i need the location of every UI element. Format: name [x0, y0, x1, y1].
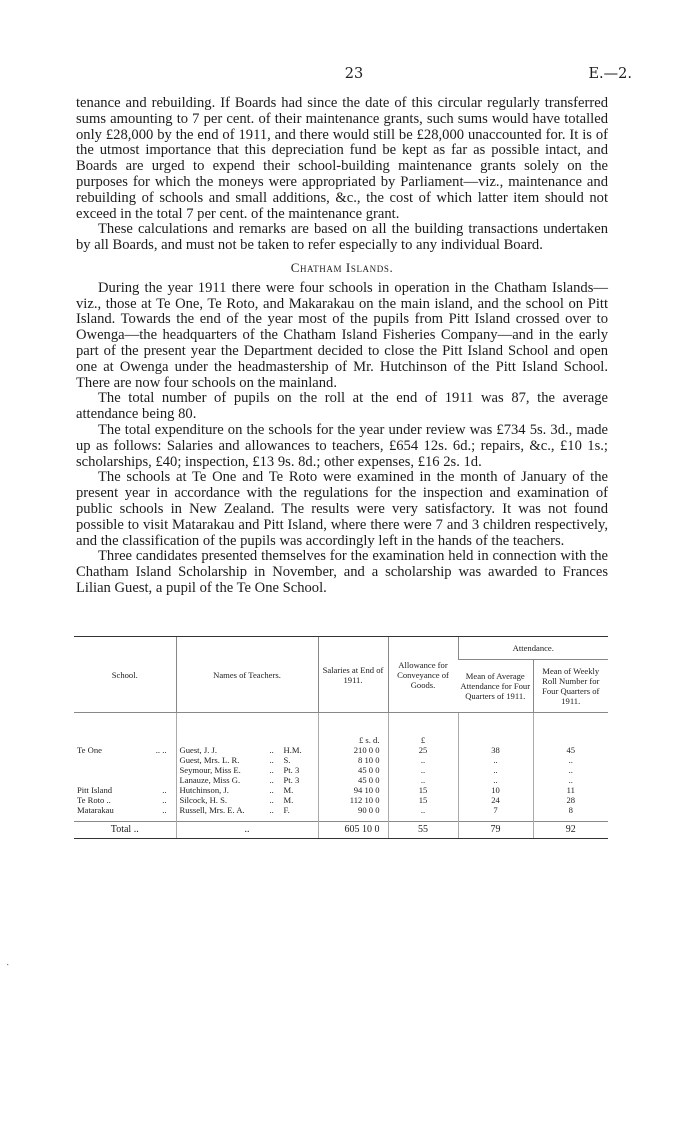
allowance-cell: 25	[388, 745, 458, 755]
paragraph: The total expenditure on the schools for the year under review was £734 5s. 3d., made up as follows: Salaries and allowances to teachers, £654 12s. 6d.; repairs, &c., £10 1s.; scholarships, £40; inspection, £13 9s. 8d.; other expenses, £16 2s. 1d.	[76, 421, 608, 470]
paragraph: During the year 1911 there were four schools in operation in the Chatham Islands—viz., those at Te One, Te Roto, and Makarakau on the main island, and the school on Pitt Island. Towards the end of the year most of the pupils from Pitt Island crossed over to Owenga—the headquarters of the Chatham Island Fisheries Company—and in the early part of the present year the Department decided to close the Pitt Island School and open one at Owenga under the headmastership of Mr. Hutchinson of the Pitt Island School. There are now four schools on the mainland.	[76, 279, 608, 391]
header-attendance: Attendance.	[458, 637, 608, 660]
document-body	[76, 96, 608, 597]
header-mean-weekly: Mean of Weekly Roll Number for Four Quarters of 1911.	[533, 660, 608, 713]
school-name: Matarakau	[77, 805, 114, 815]
table-row: Te One .. .. Guest, J. J. .. H.M. 210 0 0 25 38 45	[74, 745, 608, 755]
table-row: Matarakau .. Russell, Mrs. E. A. .. F. 90 0 0 .. 7 8	[74, 805, 608, 822]
page-header	[76, 66, 632, 86]
allowance-cell: ..	[388, 775, 458, 785]
total-allowance: 55	[388, 822, 458, 839]
roll-number-cell: ..	[533, 755, 608, 765]
teacher-rank: M.	[283, 795, 294, 805]
salary-cell: 112 10 0	[318, 795, 388, 805]
avg-attendance-cell: ..	[458, 755, 533, 765]
units-row	[74, 713, 608, 746]
school-name: Te Roto ..	[77, 795, 111, 805]
allowance-unit: £	[388, 713, 458, 746]
teacher-name: Guest, Mrs. L. R.	[179, 755, 240, 765]
header-allowance: Allowance for Conveyance of Goods.	[388, 637, 458, 713]
paragraph-continued: tenance and rebuilding. If Boards had since the date of this circular regularly transferred sums amounting to 7 per cent. of their maintenance grants, such sums would have totalled only £28,000 by the end of 1911, and there would still be £28,000 unaccounted for. It is of the utmost importance that this depreciation fund be kept as far as possible intact, and Boards are urged to expend their school-building maintenance grants solely on the purposes for which the moneys were appropriated by Parliament—viz., maintenance and rebuilding of schools and small additions, &c., the cost of which latter item should not exceed in the total 7 per cent. of the maintenance grant.	[76, 95, 608, 222]
page-number: 23	[344, 66, 364, 82]
teacher-rank: Pt. 3	[283, 765, 300, 775]
teacher-rank: Pt. 3	[283, 775, 300, 785]
school-name: Pitt Island	[77, 785, 113, 795]
salary-cell: 94 10 0	[318, 785, 388, 795]
salary-cell: 45 0 0	[318, 775, 388, 785]
allowance-cell: ..	[388, 765, 458, 775]
total-roll-number: 92	[533, 822, 608, 839]
salary-cell: 8 10 0	[318, 755, 388, 765]
teacher-name: Seymour, Miss E.	[179, 765, 241, 775]
teacher-name: Hutchinson, J.	[179, 785, 229, 795]
salary-cell: 45 0 0	[318, 765, 388, 775]
teacher-name: Silcock, H. S.	[179, 795, 228, 805]
roll-number-cell: 28	[533, 795, 608, 805]
allowance-cell: 15	[388, 785, 458, 795]
avg-attendance-cell: ..	[458, 765, 533, 775]
header-mean-average: Mean of Average Attendance for Four Quarters of 1911.	[458, 660, 533, 713]
roll-number-cell: 45	[533, 745, 608, 755]
paragraph: The schools at Te One and Te Roto were examined in the month of January of the present year in accordance with the regulations for the inspection and examination of public schools in New Zealand. The results were very satisfactory. It was not found possible to visit Matarakau and Pitt Island, where there were 7 and 3 children respectively, and the classification of the pupils was accordingly left in the hands of the teachers.	[76, 469, 608, 549]
total-row: Total .. .. 605 10 0 55 79 92	[74, 822, 608, 839]
teacher-rank: H.M.	[283, 745, 302, 755]
school-name: Te One	[77, 745, 102, 755]
avg-attendance-cell: 24	[458, 795, 533, 805]
teacher-rank: S.	[283, 755, 291, 765]
avg-attendance-cell: 10	[458, 785, 533, 795]
roll-number-cell: ..	[533, 765, 608, 775]
salary-unit: £ s. d.	[318, 713, 388, 746]
total-salary: 605 10 0	[318, 822, 388, 839]
salary-cell: 90 0 0	[318, 805, 388, 822]
teacher-name: Guest, J. J.	[179, 745, 217, 755]
table-row: Seymour, Miss E. .. Pt. 3 45 0 0 .. .. ..	[74, 765, 608, 775]
teacher-name: Lanauze, Miss G.	[179, 775, 241, 785]
paragraph: The total number of pupils on the roll at the end of 1911 was 87, the average attendance being 80.	[76, 390, 608, 423]
teacher-rank: M.	[283, 785, 294, 795]
teacher-rank: F.	[283, 805, 290, 815]
paragraph: Three candidates presented themselves for the examination held in connection with the Chatham Island Scholarship in November, and a scholarship was awarded to Frances Lilian Guest, a pupil of the Te One School.	[76, 548, 608, 596]
scan-speck: ⋅	[6, 960, 10, 971]
roll-number-cell: 11	[533, 785, 608, 795]
header-teachers: Names of Teachers.	[176, 637, 318, 713]
table-row: Te Roto .. .. Silcock, H. S. .. M. 112 10 0 15 24 28	[74, 795, 608, 805]
avg-attendance-cell: 7	[458, 805, 533, 822]
avg-attendance-cell: 38	[458, 745, 533, 755]
allowance-cell: 15	[388, 795, 458, 805]
salary-cell: 210 0 0	[318, 745, 388, 755]
roll-number-cell: ..	[533, 775, 608, 785]
allowance-cell: ..	[388, 805, 458, 822]
document-reference: E.—2.	[588, 66, 632, 82]
teacher-name: Russell, Mrs. E. A.	[179, 805, 245, 815]
table-row: Lanauze, Miss G. .. Pt. 3 45 0 0 .. .. ..	[74, 775, 608, 785]
total-avg-attendance: 79	[458, 822, 533, 839]
avg-attendance-cell: ..	[458, 775, 533, 785]
allowance-cell: ..	[388, 755, 458, 765]
roll-number-cell: 8	[533, 805, 608, 822]
schools-table	[74, 636, 608, 839]
total-label: Total	[110, 824, 132, 835]
header-school: School.	[74, 637, 176, 713]
table-row: Pitt Island .. Hutchinson, J. .. M. 94 10 0 15 10 11	[74, 785, 608, 795]
table-row: Guest, Mrs. L. R. .. S. 8 10 0 .. .. ..	[74, 755, 608, 765]
paragraph: These calculations and remarks are based on all the building transactions undertaken by all Boards, and must not be taken to refer especially to any individual Board.	[76, 221, 608, 254]
section-heading: Chatham Islands.	[290, 259, 394, 275]
header-salaries: Salaries at End of 1911.	[318, 637, 388, 713]
